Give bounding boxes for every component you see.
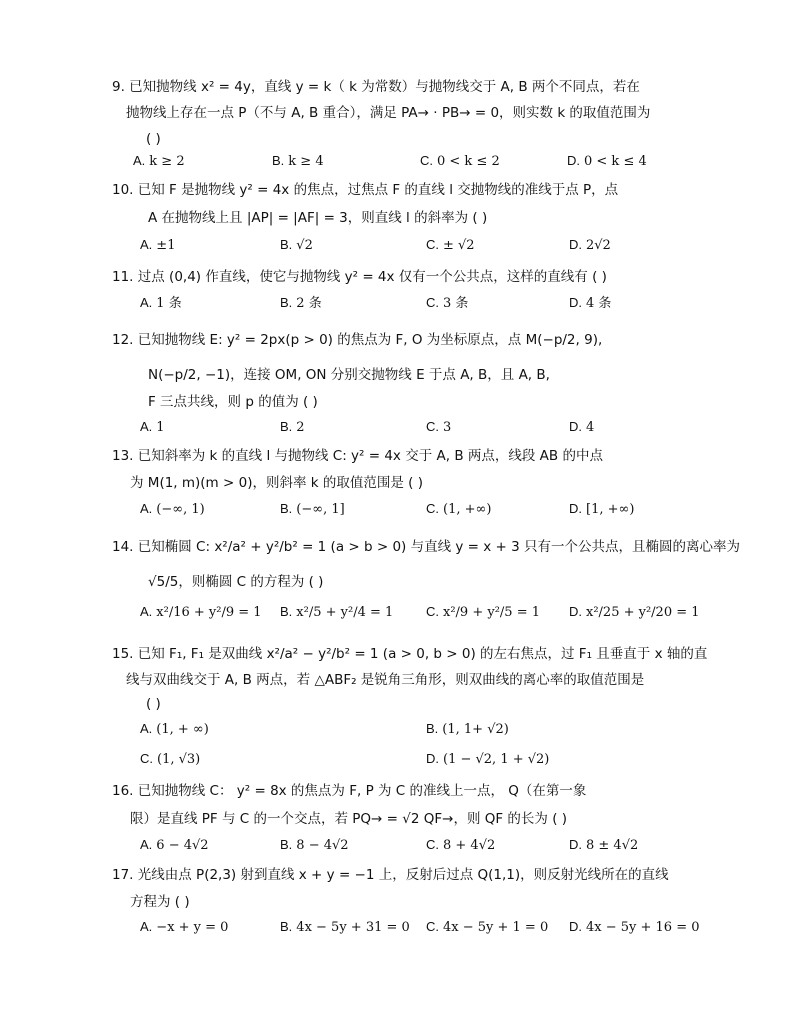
option-d[interactable] [569,603,700,622]
option-label: B. [280,419,293,434]
option-value: ± √2 [443,238,475,253]
option-a[interactable] [140,918,228,937]
option-d[interactable] [569,294,611,313]
option-d[interactable] [569,418,594,437]
option-d[interactable] [569,918,700,937]
option-label: C. [426,237,439,252]
option-label: B. [280,604,293,619]
option-value: −x + y = 0 [156,920,229,935]
option-a[interactable] [140,720,209,739]
option-label: D. [569,604,582,619]
answer-blank: ( ) [146,131,161,147]
question-text-line: A 在抛物线上且 |AP| = |AF| = 3，则直线 l 的斜率为 ( ) [148,210,488,226]
option-a[interactable] [140,500,205,519]
question-text-line: 12. 已知抛物线 E: y² = 2px(p > 0) 的焦点为 F, O 为坐标原点，点 M(−p/2, 9), [112,332,603,348]
question-text-line: √5/5，则椭圆 C 的方程为 ( ) [148,574,324,590]
option-value: (−∞, 1) [156,502,205,517]
option-value: x²/16 + y²/9 = 1 [156,605,262,620]
option-value: 4x − 5y + 16 = 0 [586,920,700,935]
question-text-line: 抛物线上存在一点 P（不与 A, B 重合），满足 PA→ · PB→ = 0，则实数 k 的取值范围为 [126,105,651,121]
question-text-line: 限）是直线 PF 与 C 的一个交点，若 PQ→ = √2 QF→，则 QF 的长为 ( ) [130,811,568,827]
option-label: B. [280,237,293,252]
option-label: B. [280,919,293,934]
option-value: 4x − 5y + 1 = 0 [443,920,549,935]
option-c[interactable] [420,152,500,171]
option-a[interactable] [133,152,185,171]
option-b[interactable] [280,418,305,437]
option-label: D. [567,153,580,168]
option-value: x²/9 + y²/5 = 1 [443,605,540,620]
option-label: A. [140,721,153,736]
option-c[interactable] [426,236,475,255]
option-a[interactable] [140,294,182,313]
option-value: 4 条 [586,296,612,311]
option-value: 8 ± 4√2 [586,838,639,853]
option-label: D. [569,501,582,516]
option-label: D. [569,919,582,934]
option-label: B. [272,153,285,168]
option-value: 2 条 [296,296,322,311]
option-b[interactable] [280,236,313,255]
option-value: [1, +∞) [586,502,635,517]
question-text-line: 16. 已知抛物线 C： y² = 8x 的焦点为 F, P 为 C 的准线上一点， Q（在第一象 [112,783,587,799]
option-label: A. [140,419,153,434]
question-text-line: 15. 已知 F₁, F₁ 是双曲线 x²/a² − y²/b² = 1 (a > 0, b > 0) 的左右焦点，过 F₁ 且垂直于 x 轴的直 [112,646,708,662]
option-c[interactable] [426,918,548,937]
option-value: 3 条 [443,296,469,311]
option-label: C. [426,501,439,516]
option-value: 0 < k ≤ 2 [437,154,500,169]
option-label: A. [140,501,153,516]
option-label: A. [140,237,153,252]
option-value: (1, +∞) [443,502,492,517]
question-text-line: 13. 已知斜率为 k 的直线 l 与抛物线 C: y² = 4x 交于 A, B 两点，线段 AB 的中点 [112,448,603,464]
option-label: C. [426,295,439,310]
option-d[interactable] [569,500,634,519]
option-label: C. [426,419,439,434]
option-value: 0 < k ≤ 4 [584,154,647,169]
option-c[interactable] [426,500,491,519]
option-b[interactable] [426,720,509,739]
question-text-line: 11. 过点 (0,4) 作直线，使它与抛物线 y² = 4x 仅有一个公共点，这样的直线有 ( ) [112,269,607,285]
option-label: C. [426,837,439,852]
answer-blank: ( ) [146,696,161,712]
option-b[interactable] [280,603,393,622]
option-value: 8 + 4√2 [443,838,496,853]
option-c[interactable] [426,294,468,313]
option-b[interactable] [280,836,349,855]
option-label: A. [140,295,153,310]
option-label: D. [569,837,582,852]
option-label: A. [133,153,146,168]
option-value: 6 − 4√2 [156,838,209,853]
option-value: 1 条 [156,296,182,311]
option-d[interactable] [569,836,638,855]
question-text-line: N(−p/2, −1)，连接 OM, ON 分别交抛物线 E 于点 A, B，且 A, B, [148,367,550,383]
option-label: C. [426,604,439,619]
option-label: D. [569,295,582,310]
option-value: 2√2 [586,238,611,253]
option-d[interactable] [567,152,647,171]
option-value: √2 [296,238,313,253]
option-value: k ≥ 2 [149,154,185,169]
option-value: k ≥ 4 [288,154,324,169]
option-value: x²/25 + y²/20 = 1 [586,605,700,620]
option-b[interactable] [272,152,324,171]
question-text-line: 14. 已知椭圆 C: x²/a² + y²/b² = 1 (a > b > 0) 与直线 y = x + 3 只有一个公共点，且椭圆的离心率为 [112,539,741,555]
option-label: D. [569,237,582,252]
option-label: C. [420,153,433,168]
option-a[interactable] [140,836,209,855]
option-value: 4x − 5y + 31 = 0 [296,920,410,935]
option-d[interactable] [426,750,549,769]
option-value: 8 − 4√2 [296,838,349,853]
option-label: B. [280,837,293,852]
option-b[interactable] [280,294,322,313]
option-b[interactable] [280,918,410,937]
option-label: A. [140,919,153,934]
option-value: x²/5 + y²/4 = 1 [296,605,394,620]
option-c[interactable] [140,750,200,769]
option-value: 2 [296,420,305,435]
option-c[interactable] [426,418,451,437]
question-text-line: 线与双曲线交于 A, B 两点，若 △ABF₂ 是锐角三角形，则双曲线的离心率的取值范围是 [126,672,645,688]
option-value: (1, + ∞) [156,722,209,737]
question-text-line: F 三点共线，则 p 的值为 ( ) [148,394,318,410]
option-value: (1, √3) [157,752,201,767]
option-label: C. [426,919,439,934]
option-d[interactable] [569,236,611,255]
option-b[interactable] [280,500,345,519]
option-a[interactable] [140,236,175,255]
option-value: 4 [586,420,595,435]
option-label: A. [140,837,153,852]
question-text-line: 10. 已知 F 是抛物线 y² = 4x 的焦点，过焦点 F 的直线 l 交抛物线的准线于点 P，点 [112,182,619,198]
question-text-line: 为 M(1, m)(m > 0)，则斜率 k 的取值范围是 ( ) [130,475,423,491]
option-value: (1, 1+ √2) [442,722,509,737]
question-text-line: 17. 光线由点 P(2,3) 射到直线 x + y = −1 上，反射后过点 Q(1,1)，则反射光线所在的直线 [112,867,669,883]
option-value: (1 − √2, 1 + √2) [443,752,550,767]
question-text-line: 9. 已知抛物线 x² = 4y，直线 y = k（ k 为常数）与抛物线交于 A, B 两个不同点，若在 [112,79,640,95]
option-label: B. [280,295,293,310]
option-value: 3 [443,420,452,435]
option-value: (−∞, 1] [296,502,345,517]
option-label: D. [426,751,439,766]
option-c[interactable] [426,836,495,855]
option-value: 1 [156,420,165,435]
option-label: D. [569,419,582,434]
option-label: B. [280,501,293,516]
option-a[interactable] [140,603,262,622]
question-text-line: 方程为 ( ) [130,894,190,910]
option-value: ±1 [156,238,176,253]
option-label: C. [140,751,153,766]
option-a[interactable] [140,418,165,437]
option-label: A. [140,604,153,619]
option-label: B. [426,721,439,736]
option-c[interactable] [426,603,540,622]
